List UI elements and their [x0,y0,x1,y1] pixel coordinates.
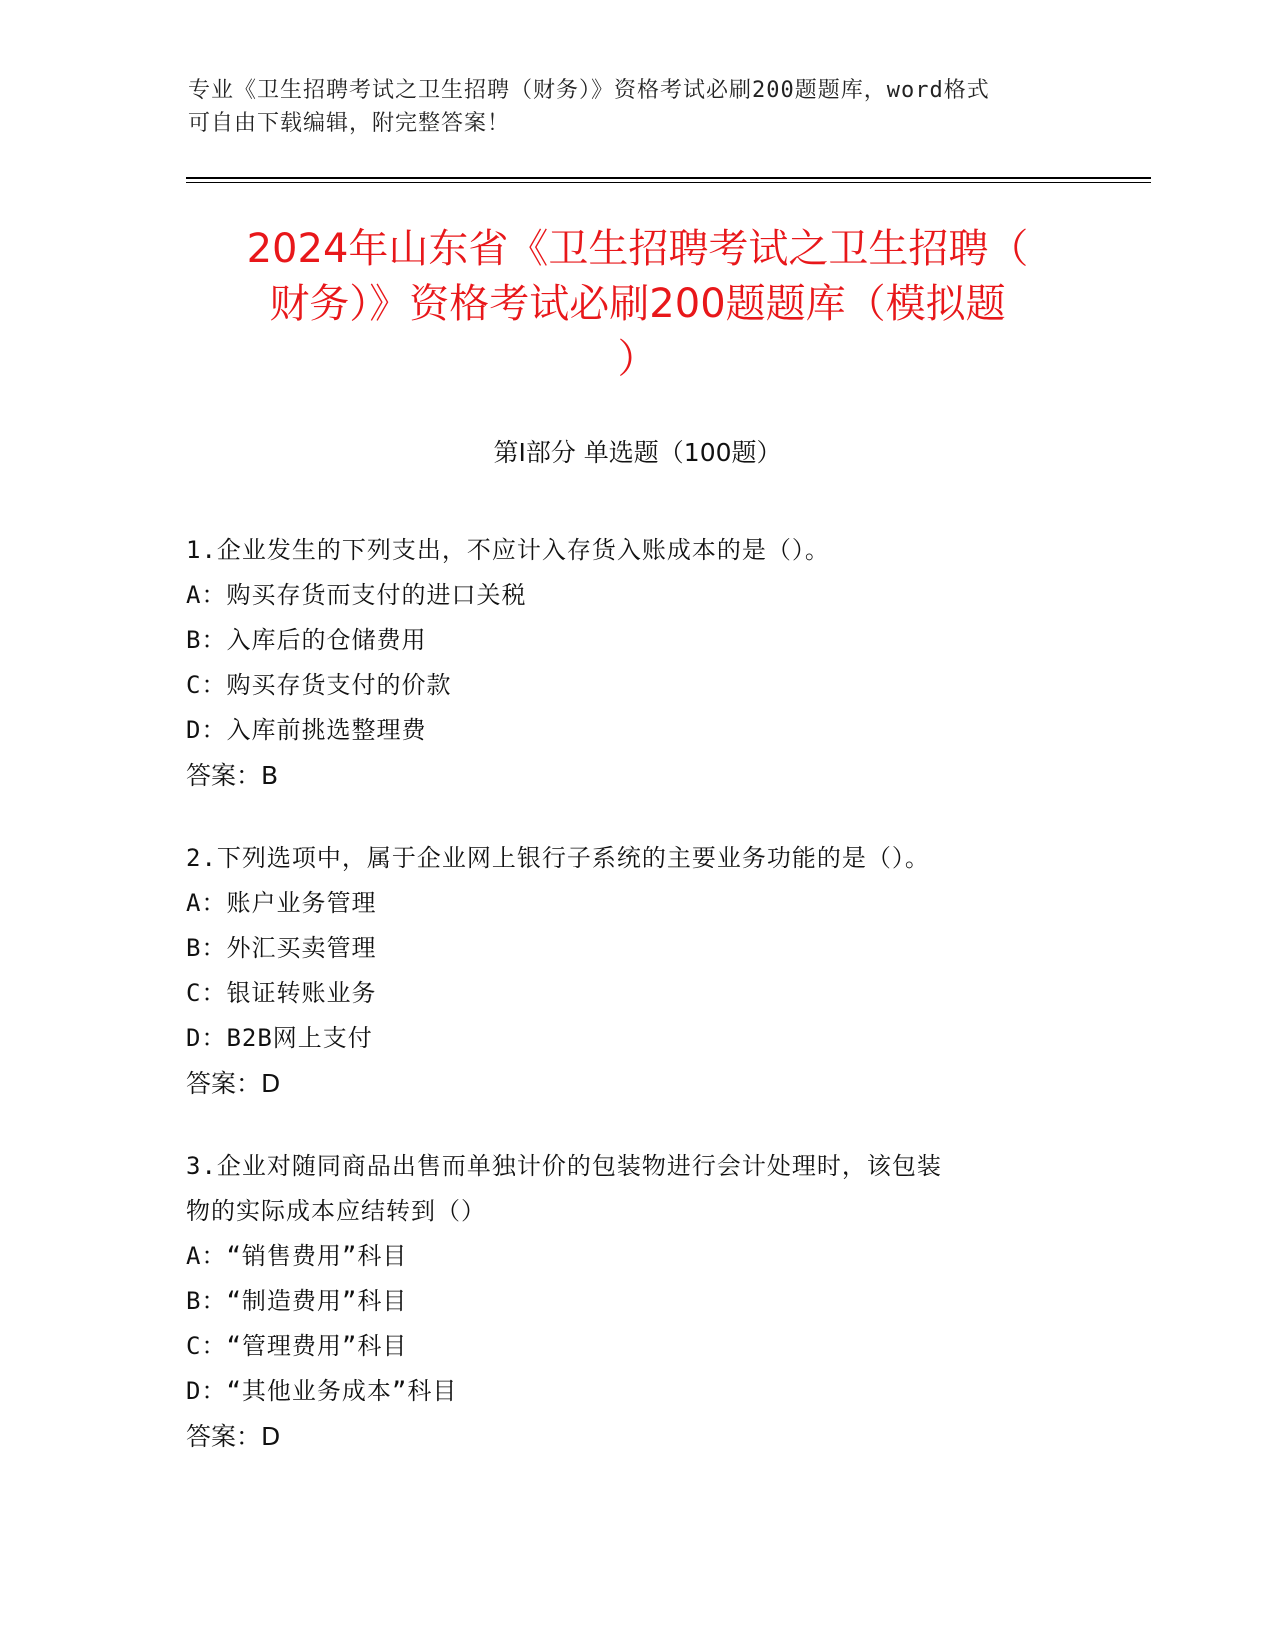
option-a: A：账户业务管理 [186,889,377,917]
title-line-1: 2024年山东省《卫生招聘考试之卫生招聘（ [246,226,1029,272]
question-stem-line-1: 3.企业对随同商品出售而单独计价的包装物进行会计处理时，该包装 [186,1152,942,1180]
question-stem-line-2: 物的实际成本应结转到（） [186,1197,486,1225]
answer: 答案：D [186,1422,281,1451]
option-d: D：“其他业务成本”科目 [186,1377,458,1405]
section-heading: 第I部分 单选题（100题） [493,438,782,467]
question-2 [186,836,1086,1106]
question-stem: 1.企业发生的下列支出，不应计入存货入账成本的是（）。 [186,536,830,564]
header-divider-thick [186,177,1151,179]
question-stem: 2.下列选项中，属于企业网上银行子系统的主要业务功能的是（）。 [186,844,930,872]
header-note [188,74,1068,140]
question-list [186,528,1086,1497]
header-note-line-2: 可自由下载编辑，附完整答案！ [188,111,511,136]
option-b: B：入库后的仓储费用 [186,626,427,654]
option-a: A：“销售费用”科目 [186,1242,408,1270]
option-c: C：购买存货支付的价款 [186,671,452,699]
answer: 答案：B [186,761,279,790]
option-a: A：购买存货而支付的进口关税 [186,581,527,609]
question-1 [186,528,1086,798]
option-c: C：银证转账业务 [186,979,377,1007]
title-line-2: 财务）》资格考试必刷200题题库（模拟题 [269,281,1006,327]
option-b: B：“制造费用”科目 [186,1287,408,1315]
header-divider-thin [186,182,1151,183]
option-d: D：入库前挑选整理费 [186,716,427,744]
question-3 [186,1144,1086,1459]
option-d: D：B2B网上支付 [186,1024,373,1052]
header-note-line-1: 专业《卫生招聘考试之卫生招聘（财务）》资格考试必刷200题题库，word格式 [188,78,990,103]
option-c: C：“管理费用”科目 [186,1332,408,1360]
document-title [170,222,1105,387]
option-b: B：外汇买卖管理 [186,934,377,962]
title-line-3: ） [617,336,658,382]
answer: 答案：D [186,1069,281,1098]
